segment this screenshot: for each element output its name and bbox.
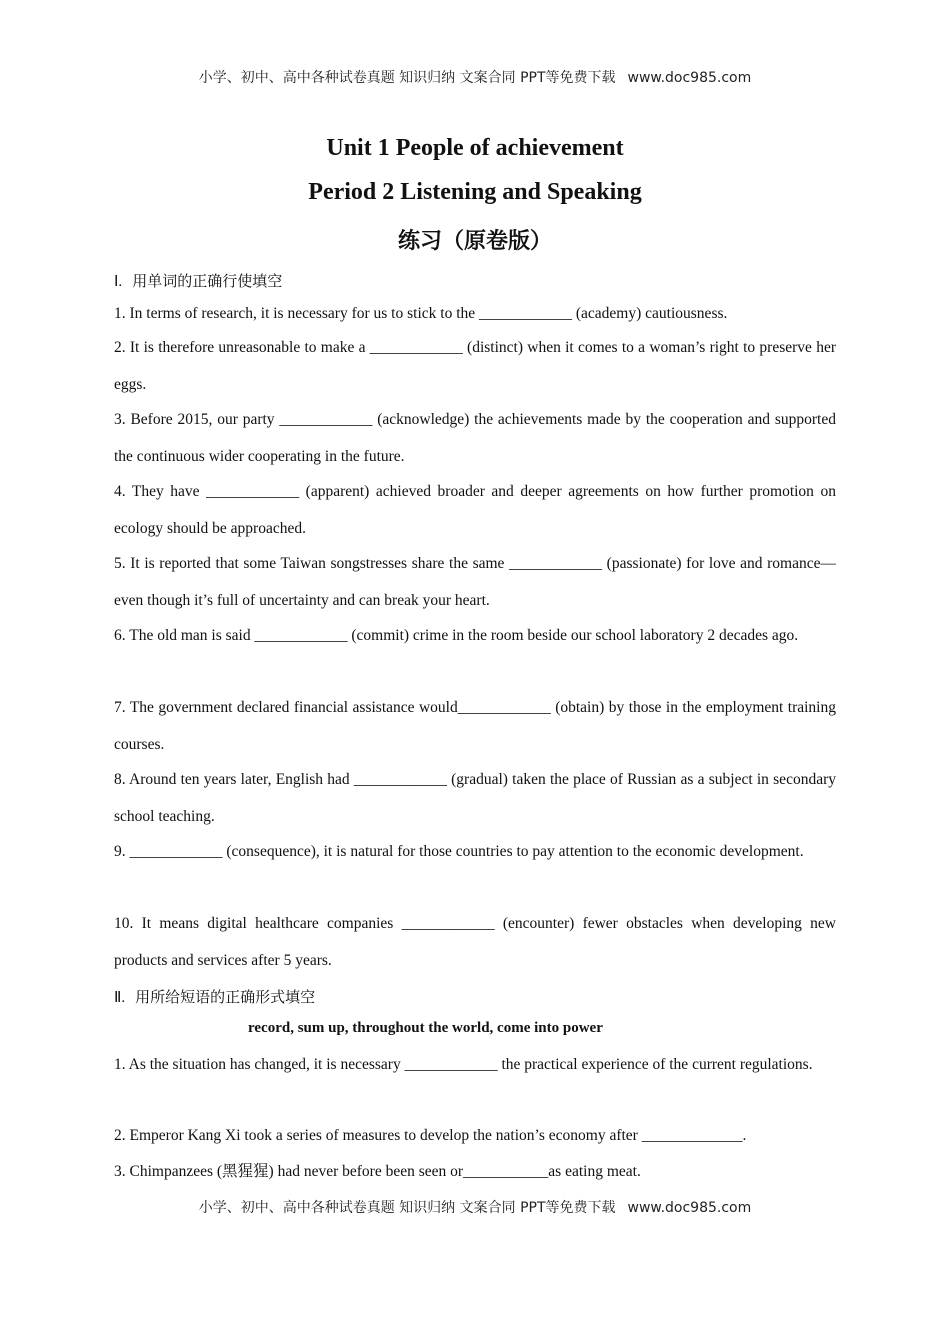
question-1-6: 6. The old man is said ____________ (commit) crime in the room beside our school laboratory 2 decades ago. bbox=[114, 627, 799, 644]
question-2-2: 2. Emperor Kang Xi took a series of measures to develop the nation’s economy after _____________. bbox=[114, 1127, 747, 1144]
question-1-4: 4. They have ____________ (apparent) achieved broader and deeper agreements on how further promotion on ecology should be approached. bbox=[114, 483, 836, 537]
section-2-number: Ⅱ. bbox=[114, 990, 126, 1006]
section-1-heading bbox=[114, 270, 282, 291]
question-1-10: 10. It means digital healthcare companies ____________ (encounter) fewer obstacles when developing new products and services after 5 years. bbox=[114, 915, 836, 969]
section-1-instruction: 用单词的正确行使填空 bbox=[132, 272, 283, 290]
question-2-3: 3. Chimpanzees (黑猩猩) had never before been seen or___________as eating meat. bbox=[114, 1163, 641, 1180]
question-1-9: 9. ____________ (consequence), it is natural for those countries to pay attention to the economic development. bbox=[114, 843, 804, 860]
phrase-bank: record, sum up, throughout the world, come into power bbox=[248, 1020, 603, 1036]
question-1-1: 1. In terms of research, it is necessary for us to stick to the ____________ (academy) cautiousness. bbox=[114, 305, 728, 322]
page-footer bbox=[0, 1197, 950, 1217]
section-2-heading bbox=[114, 986, 315, 1007]
header-text: 小学、初中、高中各种试卷真题 知识归纳 文案合同 PPT等免费下载 bbox=[198, 70, 616, 86]
period-title: Period 2 Listening and Speaking bbox=[308, 179, 642, 205]
question-1-8: 8. Around ten years later, English had ____________ (gradual) taken the place of Russian as a subject in secondary school teaching. bbox=[114, 771, 836, 825]
footer-url[interactable]: www.doc985.com bbox=[627, 1200, 752, 1216]
question-2-1: 1. As the situation has changed, it is necessary ____________ the practical experience of the current regulations. bbox=[114, 1056, 813, 1073]
question-1-7: 7. The government declared financial assistance would____________ (obtain) by those in the employment training courses. bbox=[114, 699, 836, 753]
header-url[interactable]: www.doc985.com bbox=[627, 70, 752, 86]
exercise-title: 练习（原卷版） bbox=[397, 229, 552, 254]
unit-title: Unit 1 People of achievement bbox=[326, 135, 624, 161]
question-1-2: 2. It is therefore unreasonable to make a ____________ (distinct) when it comes to a woman’s right to preserve her eggs. bbox=[114, 339, 836, 393]
question-1-3: 3. Before 2015, our party ____________ (acknowledge) the achievements made by the cooperation and supported the continuous wider cooperating in the future. bbox=[114, 411, 836, 465]
question-1-5: 5. It is reported that some Taiwan songstresses share the same ____________ (passionate) for love and romance—even though it’s full of uncertainty and can break your heart. bbox=[114, 555, 836, 609]
footer-text: 小学、初中、高中各种试卷真题 知识归纳 文案合同 PPT等免费下载 bbox=[198, 1200, 616, 1216]
page-header bbox=[0, 67, 950, 87]
section-1-number: Ⅰ. bbox=[114, 274, 123, 290]
section-2-instruction: 用所给短语的正确形式填空 bbox=[135, 988, 316, 1006]
